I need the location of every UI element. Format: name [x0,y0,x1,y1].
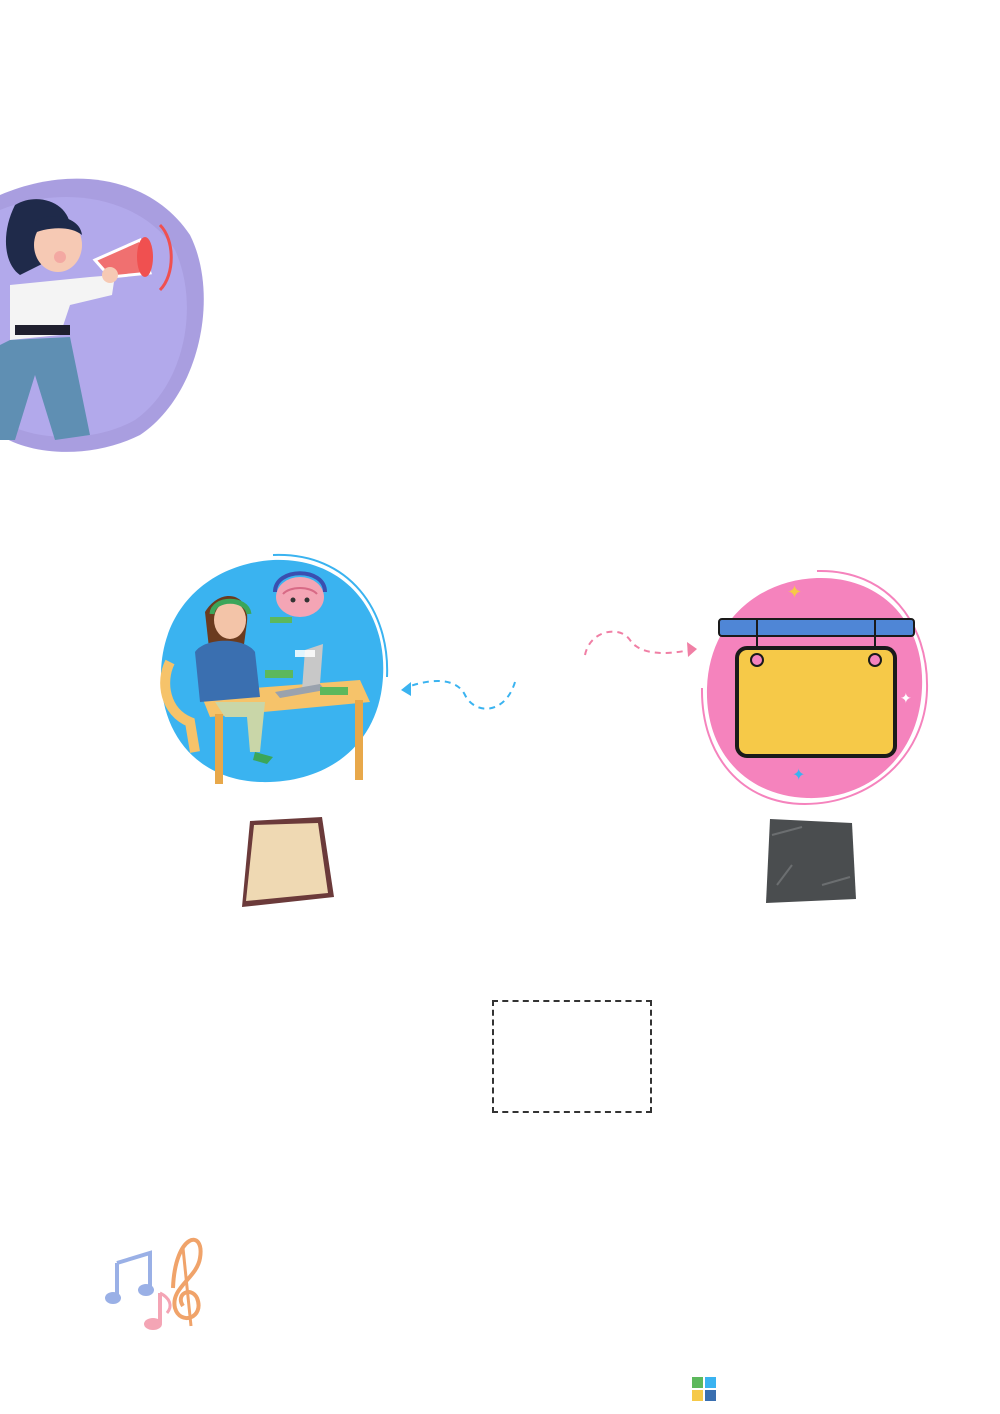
liveworksheets-logo-icon [692,1377,716,1401]
svg-text:✦: ✦ [792,765,806,784]
quiet-please-sign [697,568,932,808]
letter-b-badge [762,815,860,907]
letter-a-badge [238,815,336,910]
svg-text:✦: ✦ [787,582,803,603]
svg-text:✦: ✦ [900,691,912,707]
megaphone-girl-illustration [0,165,210,455]
studying-with-music-illustration [155,552,390,792]
connector-arrows [395,620,705,720]
team-answer-box[interactable] [492,1000,652,1113]
music-notes-icon [105,1228,215,1333]
